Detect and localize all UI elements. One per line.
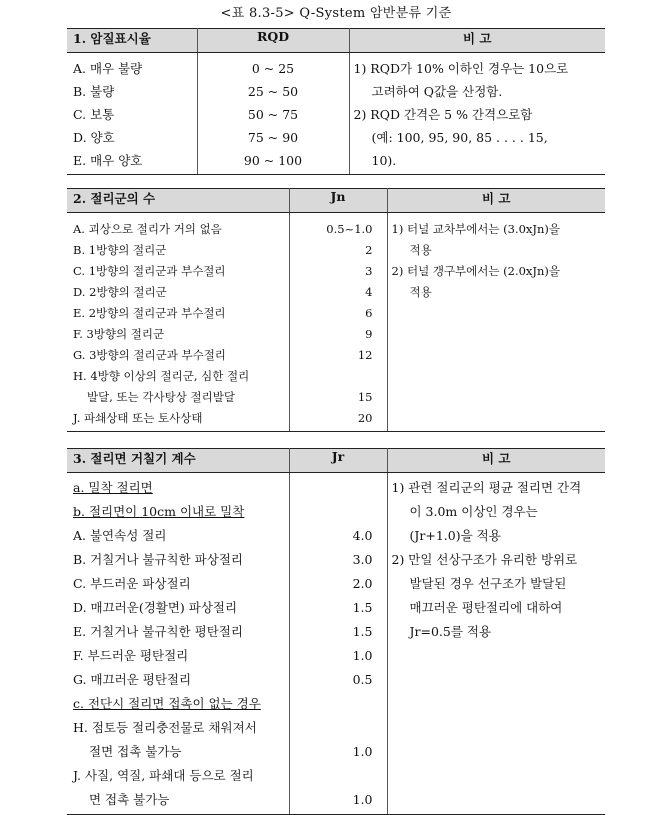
jn-notes xyxy=(387,213,605,432)
jn-label: B. 1방향의 절리군 xyxy=(73,243,167,257)
jr-value: 0.5 xyxy=(352,672,373,687)
jr-note: 2) 만일 선상구조가 유리한 방위로 xyxy=(391,552,578,567)
rqd-label: A. 매우 불량 xyxy=(73,61,143,76)
jr-value xyxy=(290,764,373,788)
rqd-values xyxy=(197,53,349,175)
jr-label: c. 전단시 절리면 접촉이 없는 경우 xyxy=(73,696,261,711)
jn-value: 3 xyxy=(365,264,373,278)
jr-value xyxy=(290,716,373,740)
jr-label: H. 점토등 절리충전물로 채워져서 xyxy=(73,720,257,735)
jr-value xyxy=(290,692,373,716)
rqd-value: 75 ~ 90 xyxy=(247,130,299,145)
jr-note: (Jr+1.0)을 적용 xyxy=(409,528,501,543)
jn-note: 적용 xyxy=(409,243,432,257)
jr-label: F. 부드러운 평탄절리 xyxy=(73,648,189,663)
jn-label: J. 파쇄상태 또는 토사상태 xyxy=(73,411,203,425)
jr-value: 1.5 xyxy=(352,600,373,615)
jn-note: 1) 터널 교차부에서는 (3.0xJn)을 xyxy=(391,222,561,236)
rqd-note: 고려하여 Q값을 산정함. xyxy=(371,84,503,99)
jr-note: 발달된 경우 선구조가 발달된 xyxy=(409,576,567,591)
jn-values xyxy=(289,213,387,432)
jr-note: 1) 관련 절리군의 평균 절리면 간격 xyxy=(391,480,582,495)
jr-notes xyxy=(387,473,605,815)
rqd-value: 90 ~ 100 xyxy=(243,153,303,168)
rqd-notes xyxy=(349,53,605,175)
jr-label: 면 접촉 불가능 xyxy=(89,792,170,807)
jr-value: 4.0 xyxy=(352,528,373,543)
jr-header-value: Jr xyxy=(289,449,387,473)
jr-note: 이 3.0m 이상인 경우는 xyxy=(409,504,538,519)
jr-label: E. 거칠거나 불규칙한 평탄절리 xyxy=(73,624,243,639)
jn-label: H. 4방향 이상의 절리군, 심한 절리 xyxy=(73,369,250,383)
jr-values xyxy=(289,473,387,815)
jr-label: 절면 접촉 불가능 xyxy=(89,744,182,759)
jr-label: J. 사질, 역질, 파쇄대 등으로 절리 xyxy=(73,768,254,783)
jn-label: D. 2방향의 절리군 xyxy=(73,285,167,299)
jn-label: E. 2방향의 절리군과 부수절리 xyxy=(73,306,226,320)
rqd-labels xyxy=(67,53,197,175)
jn-value xyxy=(290,366,373,387)
jr-value xyxy=(290,500,373,524)
rqd-header-note: 비 고 xyxy=(349,29,605,53)
jn-header-note: 비 고 xyxy=(387,189,605,213)
rqd-note: 10). xyxy=(371,153,397,168)
jr-label: A. 불연속성 절리 xyxy=(73,528,167,543)
jr-label: b. 절리면이 10cm 이내로 밀착 xyxy=(73,504,245,519)
rqd-header-value: RQD xyxy=(197,29,349,53)
jr-value: 2.0 xyxy=(352,576,373,591)
rqd-header-label: 1. 암질표시율 xyxy=(67,29,197,53)
jr-value: 1.0 xyxy=(352,744,373,759)
jn-table xyxy=(67,188,605,432)
jr-label: G. 매끄러운 평탄절리 xyxy=(73,672,192,687)
jn-value: 2 xyxy=(365,243,373,257)
jr-label: C. 부드러운 파상절리 xyxy=(73,576,191,591)
rqd-label: B. 불량 xyxy=(73,84,115,99)
rqd-value: 25 ~ 50 xyxy=(247,84,299,99)
jn-note: 2) 터널 갱구부에서는 (2.0xJn)을 xyxy=(391,264,561,278)
jn-label: F. 3방향의 절리군 xyxy=(73,327,165,341)
jn-header-value: Jn xyxy=(289,189,387,213)
rqd-label: C. 보통 xyxy=(73,107,115,122)
table-caption: <표 8.3-5> Q-System 암반분류 기준 xyxy=(220,6,452,21)
jr-value: 3.0 xyxy=(352,552,373,567)
jr-value xyxy=(290,476,373,500)
jn-value: 6 xyxy=(365,306,373,320)
jn-label: 발달, 또는 각사탕상 절리발달 xyxy=(87,390,235,404)
jr-note: 매끄러운 평탄절리에 대하여 xyxy=(409,600,563,615)
jr-note: Jr=0.5를 적용 xyxy=(409,624,492,639)
rqd-label: E. 매우 양호 xyxy=(73,153,143,168)
jn-note: 적용 xyxy=(409,285,432,299)
jn-label: A. 괴상으로 절리가 거의 없음 xyxy=(73,222,222,236)
jn-label: C. 1방향의 절리군과 부수절리 xyxy=(73,264,226,278)
jr-label: D. 매끄러운(경활면) 파상절리 xyxy=(73,600,238,615)
rqd-table xyxy=(67,28,605,175)
rqd-note: (예: 100, 95, 90, 85 . . . . 15, xyxy=(371,130,548,145)
jn-value: 9 xyxy=(365,327,373,341)
rqd-note: 2) RQD 간격은 5 % 간격으로함 xyxy=(353,107,533,122)
jr-header-label: 3. 절리면 거칠기 계수 xyxy=(67,449,289,473)
jr-value: 1.5 xyxy=(352,624,373,639)
jn-value: 20 xyxy=(357,411,373,425)
jn-header-label: 2. 절리군의 수 xyxy=(67,189,289,213)
rqd-label: D. 양호 xyxy=(73,130,115,145)
jr-labels xyxy=(67,473,289,815)
jr-label: B. 거칠거나 불규칙한 파상절리 xyxy=(73,552,243,567)
jr-table xyxy=(67,448,605,815)
jn-value: 15 xyxy=(357,390,373,404)
jn-value: 12 xyxy=(357,348,373,362)
jr-header-note: 비 고 xyxy=(387,449,605,473)
jn-labels xyxy=(67,213,289,432)
jr-value: 1.0 xyxy=(352,648,373,663)
rqd-note: 1) RQD가 10% 이하인 경우는 10으로 xyxy=(353,61,569,76)
jr-label: a. 밀착 절리면 xyxy=(73,480,153,495)
jr-value: 1.0 xyxy=(352,792,373,807)
rqd-value: 0 ~ 25 xyxy=(251,61,295,76)
jn-label: G. 3방향의 절리군과 부수절리 xyxy=(73,348,226,362)
jn-value: 0.5~1.0 xyxy=(326,222,373,236)
rqd-value: 50 ~ 75 xyxy=(247,107,299,122)
jn-value: 4 xyxy=(365,285,373,299)
